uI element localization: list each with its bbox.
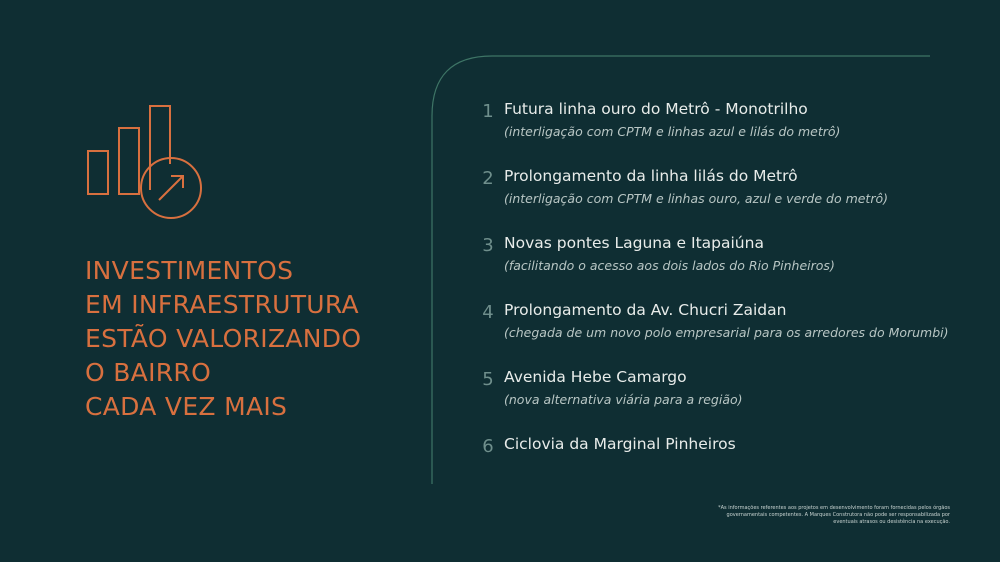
item-number: 3 <box>482 235 494 256</box>
item-number: 2 <box>482 168 494 189</box>
item-number: 6 <box>482 436 494 457</box>
item-number: 4 <box>482 302 494 323</box>
item-title: Novas pontes Laguna e Itapaiúna <box>504 234 764 252</box>
list-item <box>480 232 960 299</box>
headline-line: O BAIRRO <box>85 358 212 387</box>
headline <box>85 254 361 424</box>
item-title: Futura linha ouro do Metrô - Monotrilho <box>504 100 808 118</box>
headline-line: INVESTIMENTOS <box>85 256 294 285</box>
list-item <box>480 165 960 232</box>
item-title: Avenida Hebe Camargo <box>504 368 687 386</box>
growth-bar-chart-with-arrow-icon <box>84 100 208 224</box>
item-subtitle: (interligação com CPTM e linhas ouro, azul e verde do metrô) <box>504 191 888 206</box>
item-title: Prolongamento da Av. Chucri Zaidan <box>504 301 787 319</box>
item-subtitle: (nova alternativa viária para a região) <box>504 392 743 407</box>
item-number: 1 <box>482 101 494 122</box>
item-title: Ciclovia da Marginal Pinheiros <box>504 435 736 453</box>
item-subtitle: (facilitando o acesso aos dois lados do Rio Pinheiros) <box>504 258 835 273</box>
headline-line: CADA VEZ MAIS <box>85 392 288 421</box>
list-item <box>480 366 960 433</box>
item-subtitle: (interligação com CPTM e linhas azul e lilás do metrô) <box>504 124 841 139</box>
disclaimer-footnote: *As informações referentes aos projetos em desenvolvimento foram fornecidas pelos órgãos governamentais competentes. A Marques Construtora não pode ser responsabilizada por eventuais atrasos ou desistência na execução. <box>718 505 950 525</box>
list-item <box>480 433 960 500</box>
headline-line: ESTÃO VALORIZANDO <box>85 324 362 353</box>
list-item <box>480 299 960 366</box>
list-item <box>480 98 960 165</box>
infrastructure-list <box>480 98 960 500</box>
headline-line: EM INFRAESTRUTURA <box>85 290 359 319</box>
item-title: Prolongamento da linha lilás do Metrô <box>504 167 798 185</box>
item-number: 5 <box>482 369 494 390</box>
item-subtitle: (chegada de um novo polo empresarial para os arredores do Morumbi) <box>504 325 949 340</box>
